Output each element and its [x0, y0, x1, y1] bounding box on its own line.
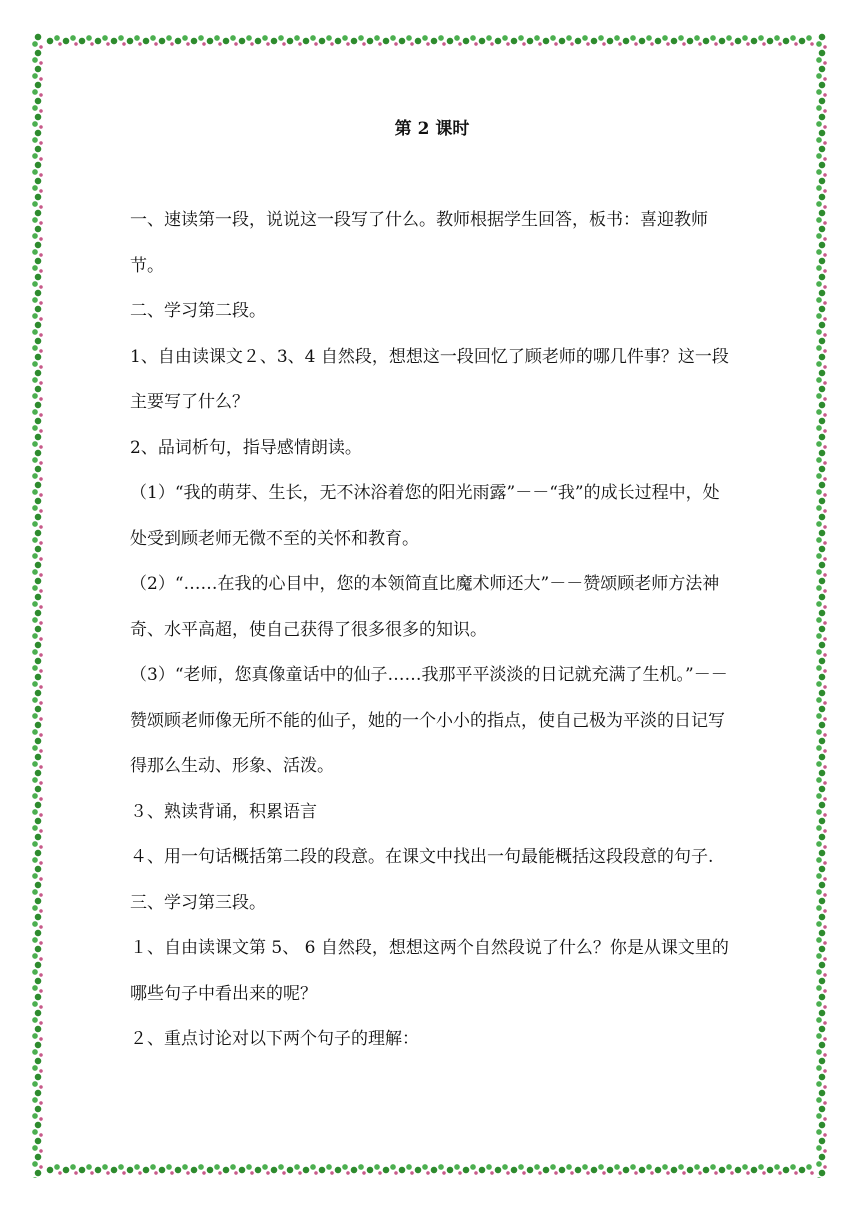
- paragraph-9: ４、用一句话概括第二段的段意。在课文中找出一句最能概括这段段意的句子.: [130, 847, 714, 867]
- paragraph-4: 2、品词析句，指导感情朗读。: [130, 437, 362, 458]
- paragraph-3: 1、自由读课文２、3、4 自然段，想想这一段回忆了顾老师的哪几件事？这一段主要写了什么？: [130, 346, 729, 412]
- paragraph-12: ２、重点讨论对以下两个句子的理解：: [130, 1029, 419, 1049]
- paragraph-8: ３、熟读背诵，积累语言: [130, 801, 317, 822]
- document-body: [130, 112, 734, 1063]
- lesson-title: 第 2 课时: [394, 119, 470, 139]
- paragraph-7: （3）“老师，您真像童话中的仙子……我那平平淡淡的日记就充满了生机。”－－赞颂顾老师像无所不能的仙子，她的一个小小的指点，使自己极为平淡的日记写得那么生动、形象、活泼。: [130, 665, 728, 776]
- decorative-border-top: [30, 33, 830, 49]
- paragraph-11: １、自由读课文第 5、 6 自然段，想想这两个自然段说了什么？你是从课文里的哪些句子中看出来的呢？: [130, 938, 729, 1004]
- decorative-border-bottom: [30, 1162, 830, 1178]
- paragraph-10: 三、学习第三段。: [130, 892, 266, 913]
- paragraph-5: （1）“我的萌芽、生长，无不沐浴着您的阳光雨露”－－“我”的成长过程中，处处受到顾老师无微不至的关怀和教育。: [130, 483, 720, 549]
- decorative-border-left: [30, 33, 46, 1178]
- paragraph-1: 一、速读第一段，说说这一段写了什么。教师根据学生回答，板书：喜迎教师节。: [130, 210, 708, 276]
- paragraph-6: （2）“……在我的心目中，您的本领简直比魔术师还大”－－赞颂顾老师方法神奇、水平高超，使自己获得了很多很多的知识。: [130, 574, 720, 640]
- paragraph-2: 二、学习第二段。: [130, 301, 266, 321]
- decorative-border-right: [814, 33, 830, 1178]
